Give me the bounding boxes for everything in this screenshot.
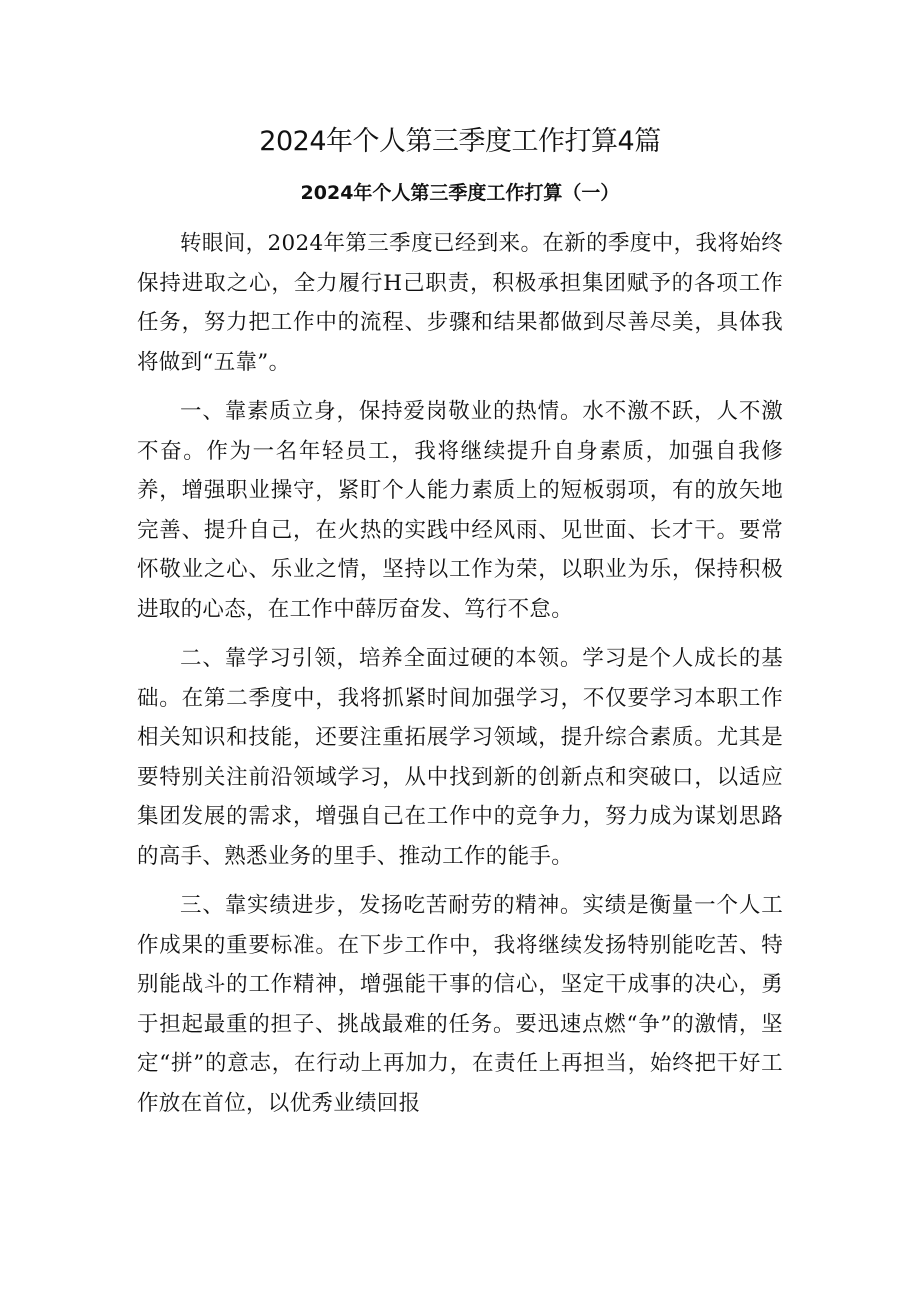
section-title: 2024年个人第三季度工作打算（一）	[300, 182, 620, 204]
document-title: 2024年个人第三季度工作打算4篇	[259, 126, 661, 157]
paragraph-point-three: 三、靠实绩进步，发扬吃苦耐劳的精神。实绩是衡量一个人工作成果的重要标准。在下步工作中，我将继续发扬特别能吃苦、特别能战斗的工作精神，增强能干事的信心，坚定干成事的决心，勇于担起最重的担子、挑战最难的任务。要迅速点燃“争”的激情，坚定“拼”的意志，在行动上再加力，在责任上再担当，始终把干好工作放在首位，以优秀业绩回报	[137, 893, 783, 1116]
paragraph-intro: 转眼间，2024年第三季度已经到来。在新的季度中，我将始终保持进取之心，全力履行H己职责，积极承担集团赋予的各项工作任务，努力把工作中的流程、步骤和结果都做到尽善尽美，具体我将做到“五靠”。	[137, 231, 783, 375]
paragraph-point-one: 一、靠素质立身，保持爱岗敬业的热情。水不激不跃，人不激不奋。作为一名年轻员工，我将继续提升自身素质，加强自我修养，增强职业操守，紧盯个人能力素质上的短板弱项，有的放矢地完善、提升自己，在火热的实践中经风雨、见世面、长才干。要常怀敬业之心、乐业之情，坚持以工作为荣，以职业为乐，保持积极进取的心态，在工作中薛厉奋发、笃行不怠。	[137, 399, 783, 622]
paragraph-point-two: 二、靠学习引领，培养全面过硬的本领。学习是个人成长的基础。在第二季度中，我将抓紧时间加强学习，不仅要学习本职工作相关知识和技能，还要注重拓展学习领域，提升综合素质。尤其是要特别关注前沿领域学习，从中找到新的创新点和突破口，以适应集团发展的需求，增强自己在工作中的竞争力，努力成为谋划思路的高手、熟悉业务的里手、推动工作的能手。	[137, 646, 783, 869]
document-body	[137, 224, 783, 1133]
